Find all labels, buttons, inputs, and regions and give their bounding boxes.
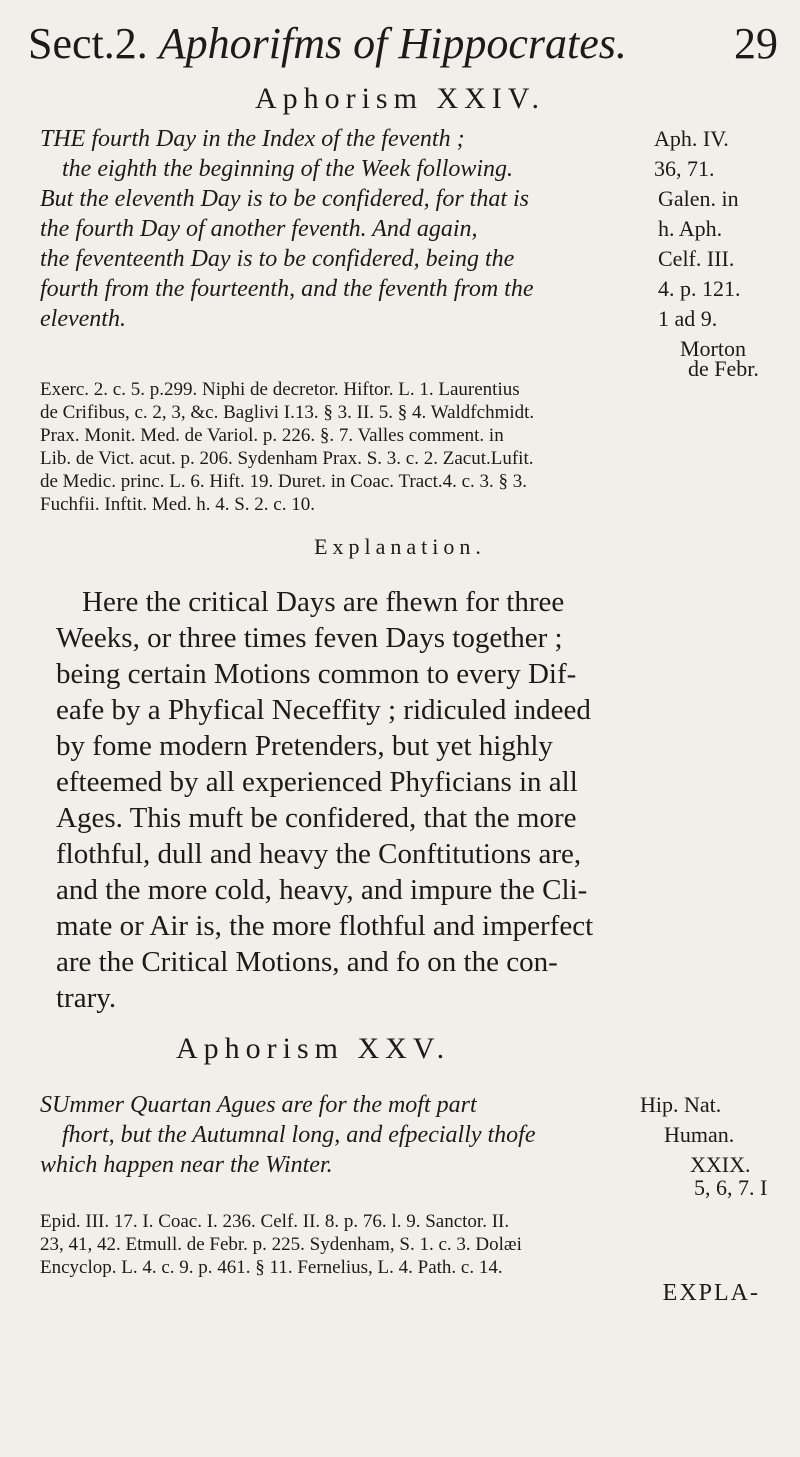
body-line: Weeks, or three times feven Days together ; [56,622,563,654]
reference-line: Encyclop. L. 4. c. 9. p. 461. § 11. Fernelius, L. 4. Path. c. 14. [40,1257,503,1278]
aphorism-line: SUmmer Quartan Agues are for the moft part Hip. Nat. [40,1092,722,1118]
margin-note: 36, 71. [654,156,715,181]
page-number: 29 [734,19,778,68]
body-line: Ages. This muft be confidered, that the more [56,802,577,834]
aphorism-line: the feventeenth Day is to be confidered, being the Celf. III. [40,246,735,272]
reference-line: Fuchfii. Inftit. Med. h. 4. S. 2. c. 10. [40,494,315,515]
aphorism-line: fourth from the fourteenth, and the feventh from the 4. p. 121. [40,276,741,302]
reference-line: Epid. III. 17. I. Coac. I. 236. Celf. II. 8. p. 76. l. 9. Sanctor. II. [40,1211,510,1232]
margin-note: 5, 6, 7. I [694,1175,768,1200]
reference-line: 23, 41, 42. Etmull. de Febr. p. 225. Sydenham, S. 1. c. 3. Dolæi [40,1234,522,1255]
reference-line: de Crifibus, c. 2, 3, &c. Baglivi I.13. § 3. II. 5. § 4. Waldfchmidt. [40,402,535,423]
aphorism-25-text [40,1090,780,1204]
running-head-section: Sect.2. [28,19,148,68]
margin-note: Human. [664,1122,735,1147]
aphorism-line: which happen near the Winter. XXIX. [40,1152,751,1178]
aphorism-line: THE fourth Day in the Index of the feventh ; Aph. IV. [40,126,729,152]
explanation-heading: Explanation. [314,534,486,559]
margin-note: 4. p. 121. [658,276,741,301]
aphorism-line: the eighth the beginning of the Week following. 36, 71. [62,156,715,182]
body-line: eafe by a Phyfical Neceffity ; ridiculed indeed [56,694,591,726]
body-line: are the Critical Motions, and fo on the con- [56,946,558,978]
aphorism-24-heading: Aphorism XXIV. [254,82,546,115]
margin-note: Hip. Nat. [640,1092,722,1117]
margin-note: Aph. IV. [654,126,729,151]
reference-line: de Medic. princ. L. 6. Hift. 19. Duret. in Coac. Tract.4. c. 3. § 3. [40,471,528,492]
body-line: being certain Motions common to every Dif- [56,658,577,690]
catchword: EXPLA- [662,1280,760,1306]
margin-note: Morton [680,336,746,361]
margin-note: XXIX. [690,1152,751,1177]
margin-note: h. Aph. [658,216,723,241]
body-line: Here the critical Days are fhewn for three [82,586,565,618]
reference-line: Lib. de Vict. acut. p. 206. Sydenham Prax. S. 3. c. 2. Zacut.Lufit. [40,448,534,469]
body-line: flothful, dull and heavy the Conftitutions are, [56,838,582,870]
body-line: mate or Air is, the more flothful and imperfect [56,910,594,942]
aphorism-line [40,334,780,364]
aphorism-line: eleventh. 1 ad 9. [40,306,718,332]
reference-line: Prax. Monit. Med. de Variol. p. 226. §. 7. Valles comment. in [40,425,504,446]
margin-note: Celf. III. [658,246,735,271]
body-line: and the more cold, heavy, and impure the Cli- [56,874,588,906]
margin-note: de Febr. [688,356,759,381]
aphorism-line [40,1175,780,1204]
body-line: trary. [56,982,117,1014]
aphorism-line: the fourth Day of another feventh. And again, h. Aph. [40,216,723,242]
reference-line: Exerc. 2. c. 5. p.299. Niphi de decretor. Hiftor. L. 1. Laurentius [40,379,520,400]
aphorism-24-text [40,124,780,386]
aphorism-24-references [40,378,780,516]
body-line: by fome modern Pretenders, but yet highly [56,730,553,762]
aphorism-25-heading: Aphorism XXV. [176,1032,451,1065]
aphorism-line: fhort, but the Autumnal long, and efpecially thofe Human. [62,1122,735,1148]
margin-note: Galen. in [658,186,739,211]
explanation-body [56,584,776,1016]
aphorism-line: But the eleventh Day is to be confidered, for that is Galen. in [40,186,739,212]
running-head [28,14,778,74]
aphorism-25-references [40,1210,780,1279]
body-line: efteemed by all experienced Phyficians in all [56,766,578,798]
running-head-title: Aphorifms of Hippocrates. [158,19,627,68]
margin-note: 1 ad 9. [658,306,718,331]
